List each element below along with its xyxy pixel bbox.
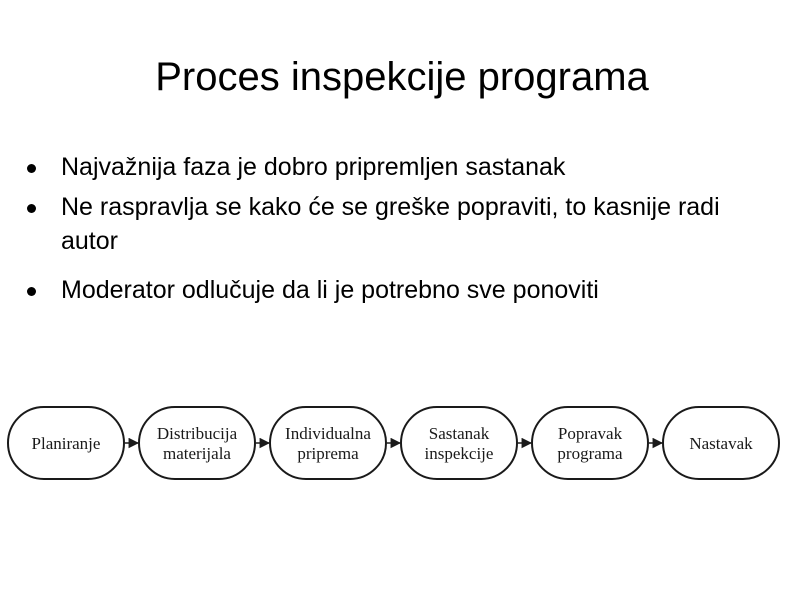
flow-step (532, 407, 648, 479)
flow-step-label: Popravak (557, 424, 623, 443)
bullet-text: Moderator odlučuje da li je potrebno sve ponoviti (61, 276, 599, 304)
flow-step-box (401, 407, 517, 479)
flow-step-label: materijala (163, 444, 231, 463)
bullet-text: Najvažnija faza je dobro pripremljen sastanak (61, 153, 566, 181)
flow-step-label: Individualna (285, 424, 371, 443)
flow-step-label: Distribucija (156, 424, 238, 443)
bullet-list (22, 150, 782, 307)
flow-step-label: Sastanak (428, 424, 490, 443)
bullet-dot-icon (27, 204, 36, 213)
flow-step-label: Planiranje (31, 434, 101, 453)
flow-step-box (270, 407, 386, 479)
bullet-dot-icon (27, 287, 36, 296)
flow-step-label: inspekcije (424, 444, 494, 463)
flow-step-box (139, 407, 255, 479)
flow-step-label: programa (557, 444, 623, 463)
flow-step-label: Nastavak (689, 434, 753, 453)
bullet-dot-icon (27, 164, 36, 173)
process-flow-diagram (0, 395, 794, 495)
flow-step-box (532, 407, 648, 479)
flow-step (8, 407, 124, 479)
flow-step-label: priprema (297, 444, 359, 463)
flow-step (401, 407, 517, 479)
bullet-text: Ne raspravlja se kako će se greške popraviti, to kasnije radi autor (61, 193, 720, 255)
flow-step (270, 407, 386, 479)
slide-title: Proces inspekcije programa (155, 55, 649, 99)
bullet-item (22, 273, 782, 307)
flow-step (663, 407, 779, 479)
bullet-item (22, 150, 782, 184)
bullet-item (22, 190, 782, 258)
flow-step (139, 407, 255, 479)
